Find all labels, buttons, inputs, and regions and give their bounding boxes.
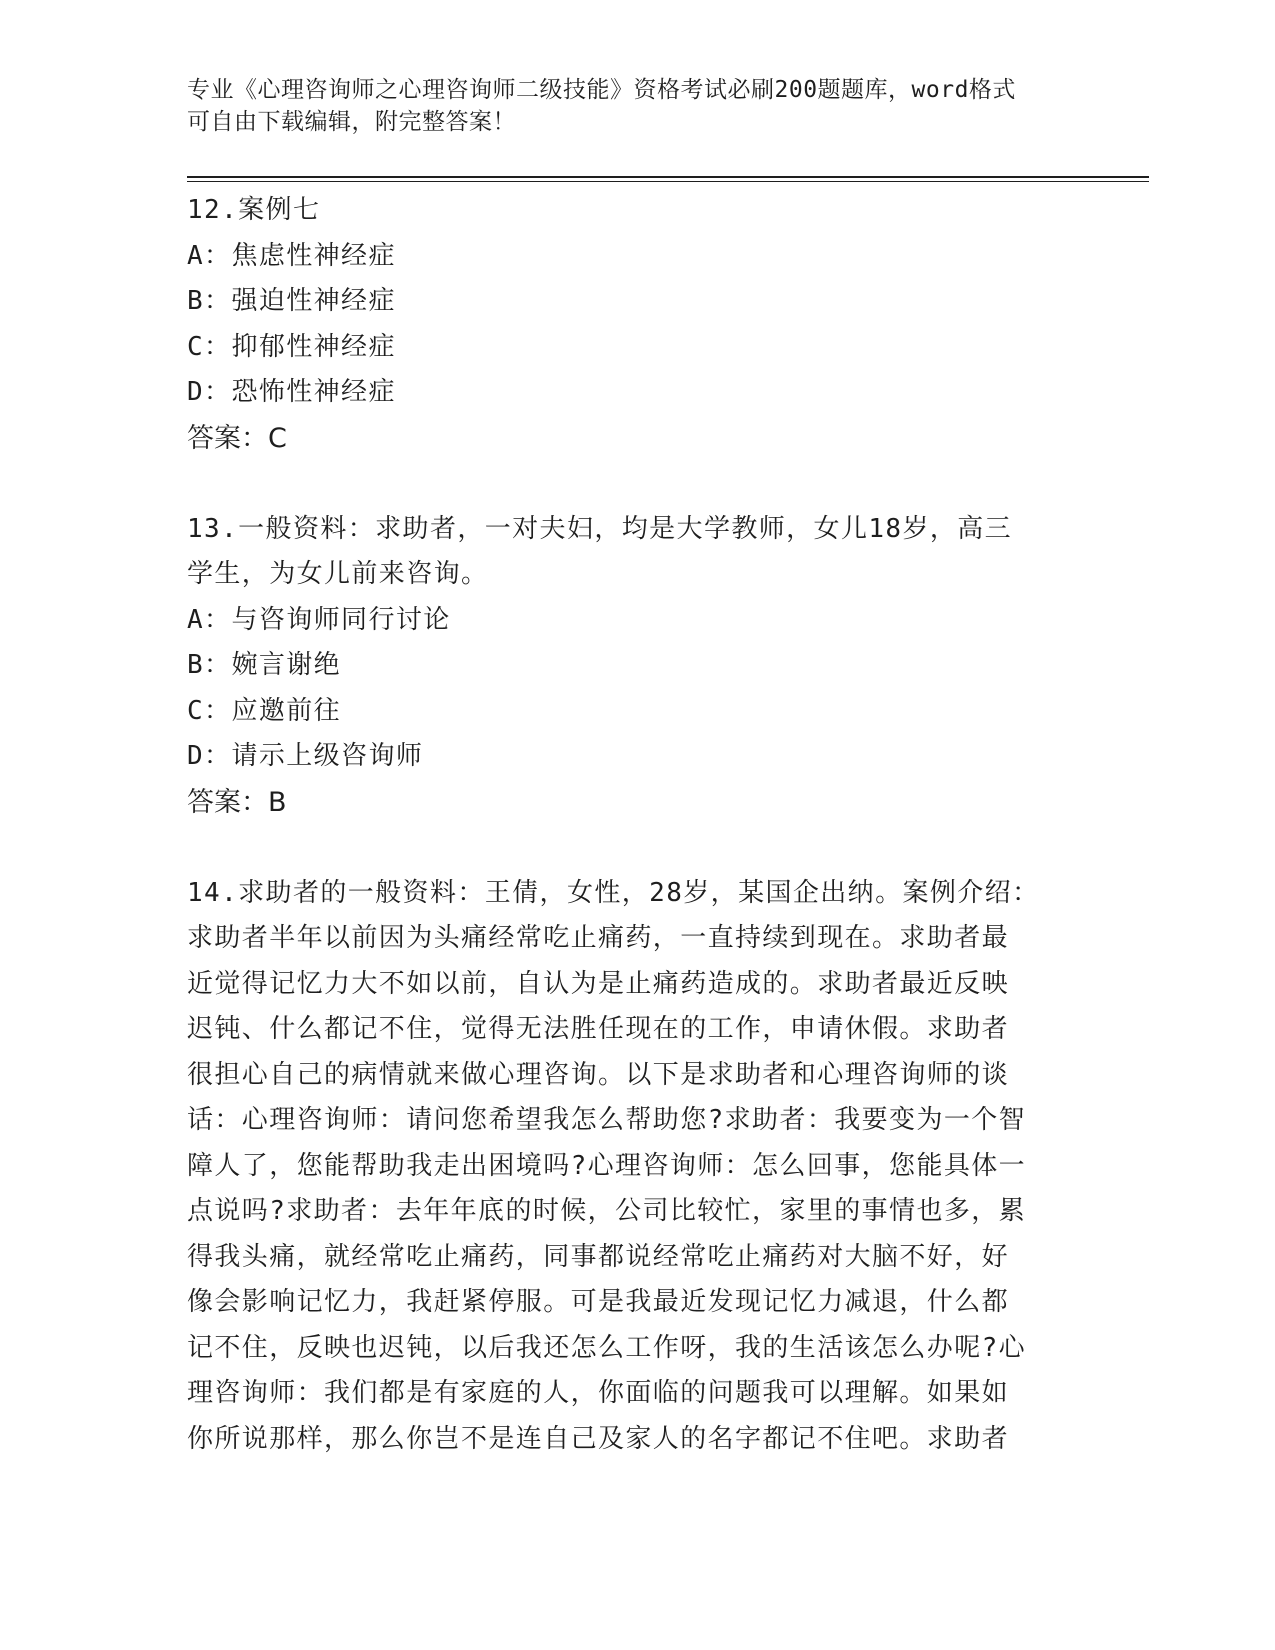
document-header: [187, 74, 1067, 138]
option-c: C：应邀前往: [187, 695, 342, 726]
question-stem: 学生，为女儿前来咨询。: [187, 559, 489, 589]
question-stem: 你所说那样，那么你岂不是连自己及家人的名字都记不住吧。求助者: [187, 1423, 1010, 1454]
question-stem: 得我头痛，就经常吃止痛药，同事都说经常吃止痛药对大脑不好，好: [187, 1241, 1010, 1272]
option-b: B：婉言谢绝: [187, 650, 342, 680]
header-line-2: 可自由下载编辑，附完整答案！: [187, 109, 516, 135]
answer-line: 答案：C: [187, 422, 287, 454]
header-line-1: 专业《心理咨询师之心理咨询师二级技能》资格考试必刷200题题库，word格式: [187, 77, 1016, 103]
option-d: D：请示上级咨询师: [187, 741, 424, 771]
question-stem: 近觉得记忆力大不如以前，自认为是止痛药造成的。求助者最近反映: [187, 968, 1010, 999]
question-stem: 点说吗?求助者：去年年底的时候，公司比较忙，家里的事情也多，累: [187, 1196, 1027, 1226]
question-stem: 很担心自己的病情就来做心理咨询。以下是求助者和心理咨询师的谈: [187, 1059, 1010, 1090]
question-stem: 话：心理咨询师：请问您希望我怎么帮助您?求助者：我要变为一个智: [187, 1105, 1027, 1135]
header-divider-thick: [187, 176, 1149, 178]
question-14: [187, 871, 1087, 1463]
option-b: B：强迫性神经症: [187, 286, 396, 316]
question-list: [187, 188, 1087, 1462]
question-stem: 障人了，您能帮助我走出困境吗?心理咨询师：怎么回事，您能具体一: [187, 1150, 1027, 1181]
option-d: D：恐怖性神经症: [187, 377, 396, 407]
header-divider-thin: [187, 181, 1149, 182]
question-13: [187, 507, 1087, 826]
option-a: A：焦虑性神经症: [187, 240, 396, 271]
question-stem: 求助者半年以前因为头痛经常吃止痛药，一直持续到现在。求助者最: [187, 923, 1010, 953]
question-stem: 14.求助者的一般资料：王倩，女性，28岁，某国企出纳。案例介绍：: [187, 877, 1040, 908]
question-stem: 13.一般资料：求助者，一对夫妇，均是大学教师，女儿18岁，高三: [187, 513, 1013, 544]
option-c: C：抑郁性神经症: [187, 331, 396, 362]
answer-line: 答案：B: [187, 786, 287, 818]
question-stem: 记不住，反映也迟钝，以后我还怎么工作呀，我的生活该怎么办呢?心: [187, 1332, 1027, 1363]
question-12: [187, 188, 1087, 461]
question-spacer: [187, 825, 1087, 871]
question-stem: 理咨询师：我们都是有家庭的人，你面临的问题我可以理解。如果如: [187, 1378, 1010, 1408]
question-spacer: [187, 461, 1087, 507]
option-a: A：与咨询师同行讨论: [187, 604, 451, 635]
question-stem: 像会影响记忆力，我赶紧停服。可是我最近发现记忆力减退，什么都: [187, 1287, 1010, 1317]
question-stem: 12.案例七: [187, 195, 321, 225]
question-stem: 迟钝、什么都记不住，觉得无法胜任现在的工作，申请休假。求助者: [187, 1014, 1010, 1044]
